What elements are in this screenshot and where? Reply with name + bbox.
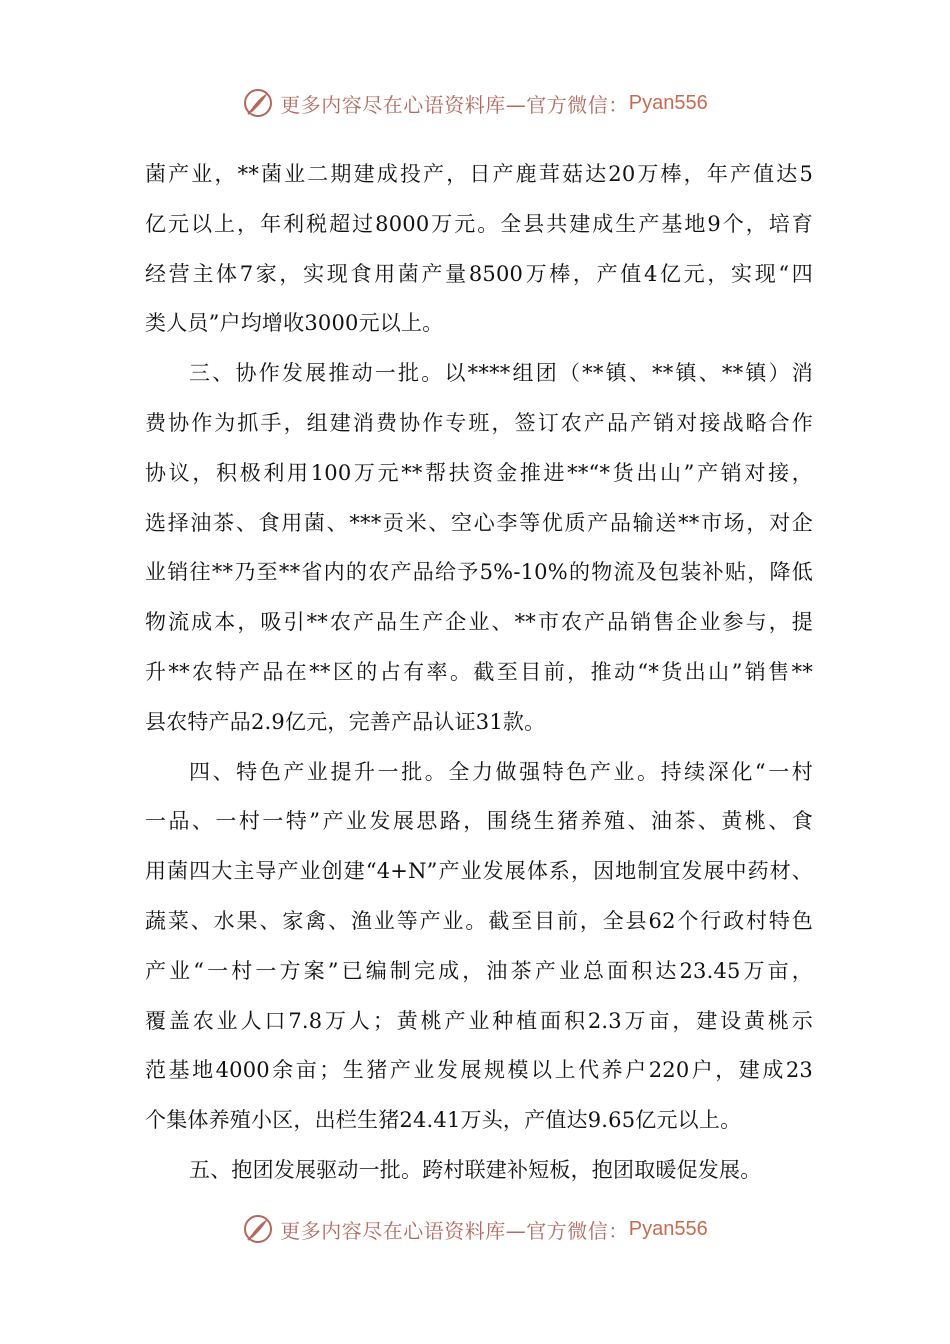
text-line: 选择油茶、食用菌、***贡米、空心李等优质产品输送**市场，对企 <box>145 510 813 535</box>
text-line: 个集体养殖小区，出栏生猪24.41万头，产值达9.65亿元以上。 <box>145 1108 742 1133</box>
text-line: 一品、一村一特”产业发展思路，围绕生猪养殖、油茶、黄桃、食 <box>145 809 813 834</box>
watermark-text: 更多内容尽在心语资料库—官方微信： <box>280 1218 629 1243</box>
quill-logo-icon <box>242 87 274 119</box>
text-line: 菌产业，**菌业二期建成投产，日产鹿茸菇达20万棒，年产值达5 <box>145 162 813 186</box>
footer-watermark <box>0 1209 950 1249</box>
text-line: 三、协作发展推动一批。以****组团（**镇、**镇、**镇）消 <box>189 361 813 386</box>
text-line: 费协作为抓手，组建消费协作专班，签订农产品产销对接战略合作 <box>145 410 813 435</box>
text-line: 范基地4000余亩；生猪产业发展规模以上代养户220户，建成23 <box>145 1058 813 1083</box>
text-line: 覆盖农业人口7.8万人；黄桃产业种植面积2.3万亩，建设黄桃示 <box>145 1008 813 1033</box>
text-line: 经营主体7家，实现食用菌产量8500万棒，产值4亿元，实现“四 <box>145 261 813 286</box>
document-body <box>145 150 813 1196</box>
watermark-handle: Pyan556 <box>628 91 708 114</box>
text-line: 产业“一村一方案”已编制完成，油茶产业总面积达23.45万亩， <box>145 958 813 983</box>
paragraph <box>145 349 813 747</box>
watermark-handle: Pyan556 <box>628 1217 708 1240</box>
watermark-text: 更多内容尽在心语资料库—官方微信： <box>280 92 629 117</box>
text-line: 蔬菜、水果、家禽、渔业等产业。截至目前，全县62个行政村特色 <box>145 908 813 933</box>
text-line: 业销往**乃至**省内的农产品给予5%-10%的物流及包装补贴，降低 <box>145 560 813 585</box>
text-line: 协议，积极利用100万元**帮扶资金推进**“*货出山”产销对接， <box>145 460 813 485</box>
quill-logo-icon <box>242 1213 274 1245</box>
text-line: 物流成本，吸引**农产品生产企业、**市农产品销售企业参与，提 <box>145 610 813 635</box>
header-watermark <box>0 83 950 123</box>
text-line: 升**农特产品在**区的占有率。截至目前，推动“*货出山”销售** <box>145 659 813 684</box>
text-line: 五、抱团发展驱动一批。跨村联建补短板，抱团取暖促发展。 <box>189 1157 762 1182</box>
paragraph <box>145 150 813 349</box>
text-line: 县农特产品2.9亿元，完善产品认证31款。 <box>145 709 546 734</box>
text-line: 四、特色产业提升一批。全力做强特色产业。持续深化“一村 <box>189 759 813 784</box>
paragraph <box>145 748 813 1146</box>
text-line: 类人员”户均增收3000元以上。 <box>145 311 444 336</box>
text-line: 用菌四大主导产业创建“4+N”产业发展体系，因地制宜发展中药材、 <box>145 859 813 884</box>
paragraph <box>145 1146 813 1196</box>
text-line: 亿元以上，年利税超过8000万元。全县共建成生产基地9个，培育 <box>145 211 813 236</box>
